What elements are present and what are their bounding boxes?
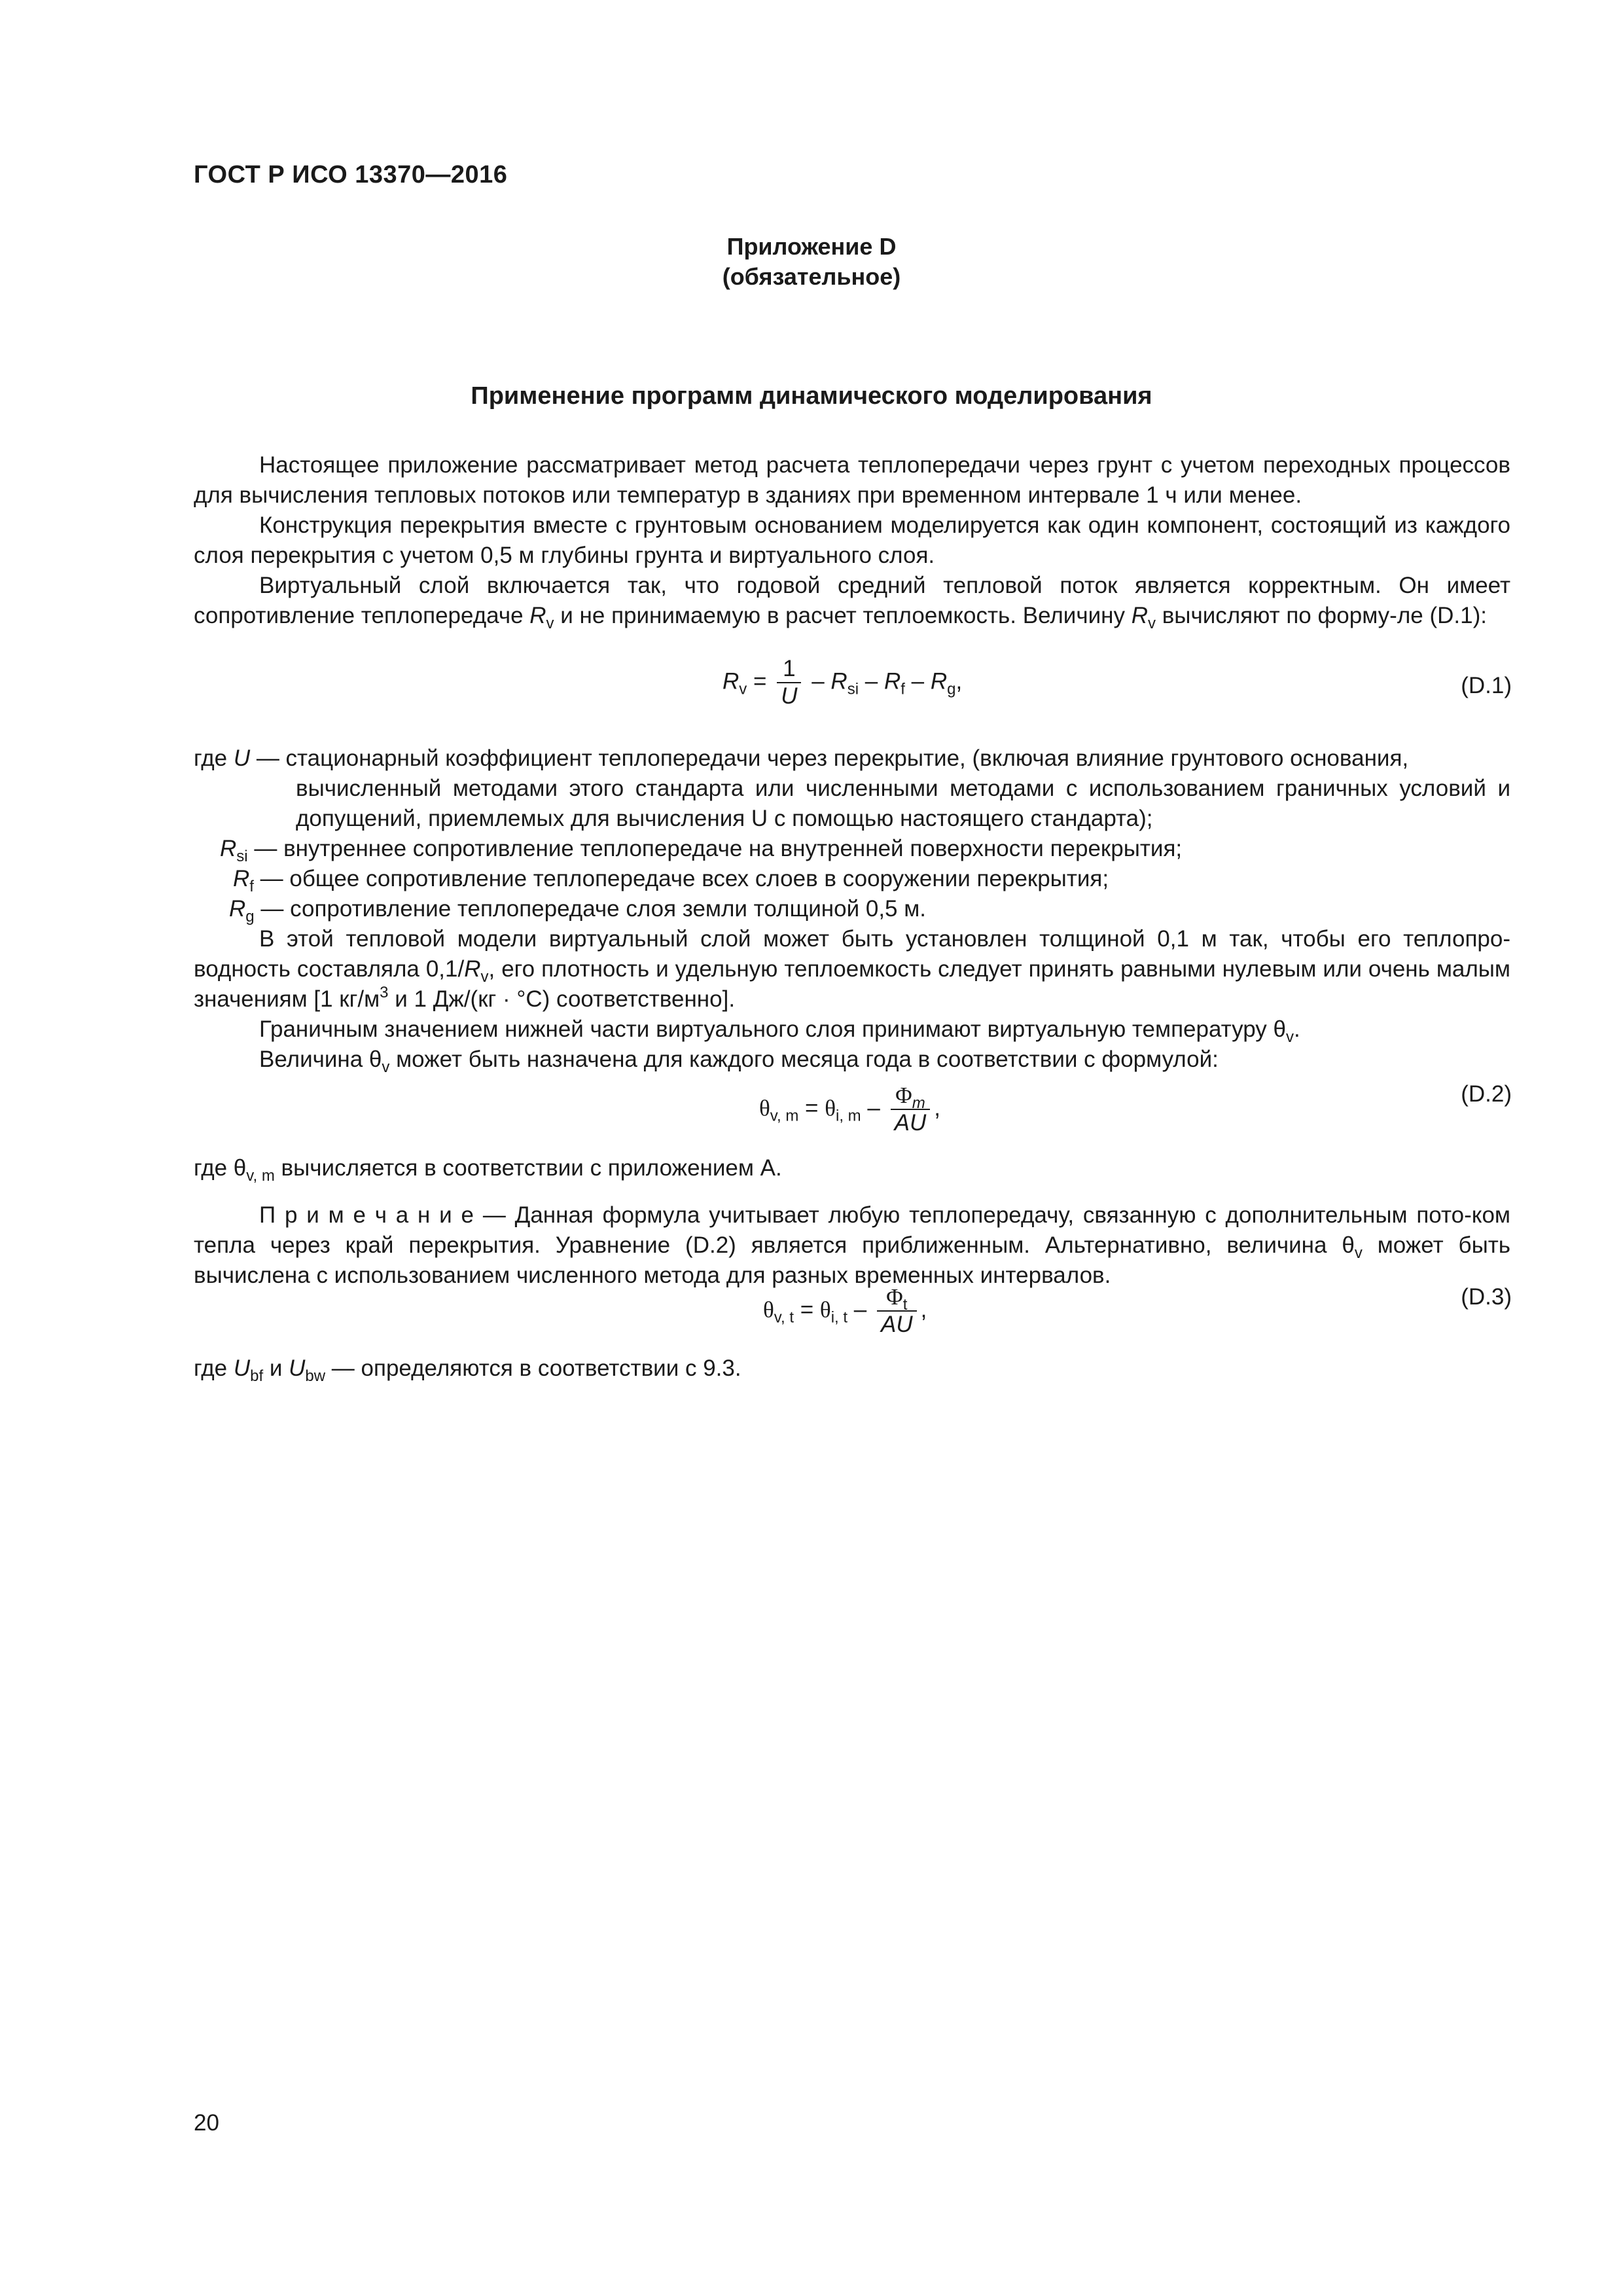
symbol-r: R bbox=[220, 836, 237, 861]
formula-d3 bbox=[763, 1284, 927, 1338]
symbol-subscript: g bbox=[245, 908, 255, 925]
symbol-r: R bbox=[529, 603, 546, 628]
equation-number: (D.2) bbox=[1461, 1081, 1512, 1107]
equals-sign: = bbox=[805, 1095, 819, 1121]
formula-symbol: R bbox=[830, 668, 847, 694]
paragraph-intro: Настоящее приложение рассматривает метод расчета теплопередачи через грунт с учетом переходных процессов для вычисления тепловых потоков или температур в зданиях при временном интервале 1 ч или менее. bbox=[194, 452, 1510, 508]
text-segment: где θ bbox=[194, 1155, 247, 1181]
section-title: Применение программ динамического моделирования bbox=[471, 382, 1152, 410]
formula-subscript: i, m bbox=[836, 1107, 861, 1125]
paragraph-construction: Конструкция перекрытия вместе с грунтовым основанием моделируется как один компонент, состоящий из каждого слоя перекрытия с учетом 0,5 м глубины грунта и виртуального слоя. bbox=[194, 512, 1510, 568]
symbol-subscript: v bbox=[382, 1058, 390, 1076]
formula-subscript: v bbox=[739, 680, 747, 698]
text-segment: — определяются в соответствии с 9.3. bbox=[325, 1355, 741, 1381]
fraction-denominator: AU bbox=[891, 1109, 931, 1136]
symbol-r: R bbox=[1131, 603, 1148, 628]
note-block bbox=[194, 1200, 1510, 1291]
where-u bbox=[194, 744, 1408, 774]
equals-sign: = bbox=[800, 1297, 814, 1323]
page-number: 20 bbox=[194, 2110, 219, 2136]
text-segment: Виртуальный слой включается так, что годовой средний тепловой поток является корректным. Он имеет сопротивление теплопередаче bbox=[194, 573, 1510, 628]
where-rsi bbox=[220, 834, 1182, 864]
formula-symbol: R bbox=[722, 668, 740, 694]
where-ubf-ubw bbox=[194, 1354, 741, 1384]
superscript: 3 bbox=[380, 984, 389, 1001]
comma: , bbox=[955, 668, 963, 694]
minus-sign: – bbox=[853, 1297, 867, 1323]
minus-sign: – bbox=[865, 668, 878, 694]
formula-subscript: si bbox=[847, 680, 859, 698]
equation-number: (D.1) bbox=[1461, 673, 1512, 698]
definition-text: — сопротивление теплопередаче слоя земли толщиной 0,5 м. bbox=[254, 896, 927, 922]
annex-label: Приложение D bbox=[726, 233, 897, 260]
definition-text: — общее сопротивление теплопередаче всех слоев в сооружении перекрытия; bbox=[253, 866, 1109, 891]
symbol-u: U bbox=[233, 1355, 251, 1381]
definition-text: — внутреннее сопротивление теплопередаче на внутренней поверхности перекрытия; bbox=[247, 836, 1183, 861]
text-segment: и bbox=[263, 1355, 289, 1381]
comma: , bbox=[920, 1297, 927, 1323]
fraction-numerator bbox=[891, 1083, 931, 1112]
text-segment: Граничным значением нижней части виртуального слоя принимают виртуальную температуру θ bbox=[259, 1016, 1286, 1042]
text-segment: может быть назначена для каждого месяца года в соответствии с формулой: bbox=[389, 1047, 1219, 1072]
formula-subscript: v, t bbox=[774, 1308, 794, 1327]
paragraph-virtual-layer bbox=[194, 571, 1510, 631]
symbol-subscript: f bbox=[249, 878, 254, 895]
minus-sign: – bbox=[867, 1095, 880, 1121]
flux-symbol: Φ bbox=[886, 1284, 903, 1310]
formula-subscript: v, m bbox=[770, 1107, 799, 1125]
formula-symbol: θ bbox=[759, 1095, 770, 1121]
fraction-numerator: 1 bbox=[783, 656, 796, 681]
formula-subscript: m bbox=[912, 1094, 925, 1112]
note-text: — Данная формула учитывает любую теплопередачу, связанную с дополнительным пото-ком тепла через край перекрытия. Уравнение (D.2) является приближенным. Альтернативно, величина θ bbox=[194, 1202, 1510, 1258]
paragraph-thermal-model bbox=[194, 924, 1510, 1014]
formula-subscript: f bbox=[901, 680, 905, 698]
minus-sign: – bbox=[911, 668, 925, 694]
symbol-subscript: bf bbox=[250, 1367, 264, 1385]
where-u-continuation: вычисленный методами этого стандарта или численными методами с использованием граничных условий и допущений, приемлемых для вычисления U с помощью настоящего стандарта); bbox=[296, 776, 1510, 831]
symbol-u: U bbox=[233, 745, 251, 771]
where-theta-vm bbox=[194, 1153, 782, 1183]
symbol-r: R bbox=[464, 956, 481, 982]
paragraph-boundary bbox=[194, 1014, 1510, 1045]
formula-subscript: g bbox=[947, 680, 956, 698]
note-label: П р и м е ч а н и е bbox=[259, 1202, 474, 1228]
symbol-subscript: v bbox=[1354, 1244, 1363, 1262]
text-segment: и не принимаемую в расчет теплоемкость. Величину bbox=[554, 603, 1132, 628]
symbol-subscript: v bbox=[1147, 615, 1156, 632]
fraction-denominator: AU bbox=[877, 1310, 917, 1338]
formula-symbol: θ bbox=[819, 1297, 831, 1323]
symbol-r: R bbox=[229, 896, 246, 922]
text-segment: , его плотность и удельную теплоемкость следует принять равными нулевым или очень малым значениям [1 кг/м bbox=[194, 956, 1510, 1012]
formula-symbol: R bbox=[930, 668, 948, 694]
fraction-denominator: U bbox=[777, 682, 801, 709]
period: . bbox=[1293, 1016, 1300, 1042]
formula-symbol: R bbox=[883, 668, 901, 694]
minus-sign: – bbox=[812, 668, 825, 694]
text-segment: вычисляется в соответствии с приложением А. bbox=[274, 1155, 782, 1181]
where-rf bbox=[233, 864, 1109, 894]
text-segment: и 1 Дж/(кг · °C) соответственно]. bbox=[388, 986, 736, 1012]
note-text-end: может быть вычислена с использованием численного метода для разных временных интервалов. bbox=[194, 1232, 1510, 1288]
symbol-u: U bbox=[289, 1355, 306, 1381]
fraction-numerator bbox=[877, 1284, 917, 1314]
formula-d2 bbox=[759, 1083, 940, 1136]
formula-d1 bbox=[722, 656, 962, 709]
where-rg bbox=[229, 894, 926, 924]
text-segment: В этой тепловой модели виртуальный слой может быть установлен толщиной 0,1 м так, чтобы его теплопро-водность составляла 0,1/ bbox=[194, 926, 1510, 982]
formula-subscript: t bbox=[902, 1296, 908, 1314]
annex-status: (обязательное) bbox=[722, 263, 901, 290]
definition-text: — стационарный коэффициент теплопередачи через перекрытие, (включая влияние грунтового основания, bbox=[250, 745, 1409, 771]
symbol-subscript: bw bbox=[305, 1367, 326, 1385]
equals-sign: = bbox=[753, 668, 767, 694]
symbol-subscript: v bbox=[480, 968, 489, 986]
document-id-header: ГОСТ Р ИСО 13370—2016 bbox=[194, 161, 508, 188]
symbol-subscript: v bbox=[1285, 1028, 1294, 1046]
symbol-r: R bbox=[233, 866, 250, 891]
paragraph-monthly bbox=[194, 1045, 1510, 1075]
fraction bbox=[877, 1284, 917, 1338]
formula-symbol: θ bbox=[763, 1297, 774, 1323]
symbol-subscript: v bbox=[546, 615, 554, 632]
flux-symbol: Φ bbox=[895, 1083, 912, 1108]
fraction bbox=[777, 656, 801, 709]
symbol-subscript: si bbox=[236, 848, 248, 865]
formula-subscript: i, t bbox=[830, 1308, 848, 1327]
equation-number: (D.3) bbox=[1461, 1284, 1512, 1310]
text-segment: Величина θ bbox=[259, 1047, 382, 1072]
comma: , bbox=[934, 1095, 940, 1121]
fraction bbox=[891, 1083, 931, 1136]
text-segment: где bbox=[194, 1355, 234, 1381]
formula-symbol: θ bbox=[825, 1095, 836, 1121]
symbol-subscript: v, m bbox=[246, 1167, 275, 1185]
text-segment: вычисляют по форму-ле (D.1): bbox=[1155, 603, 1487, 628]
where-lead: где bbox=[194, 745, 234, 771]
